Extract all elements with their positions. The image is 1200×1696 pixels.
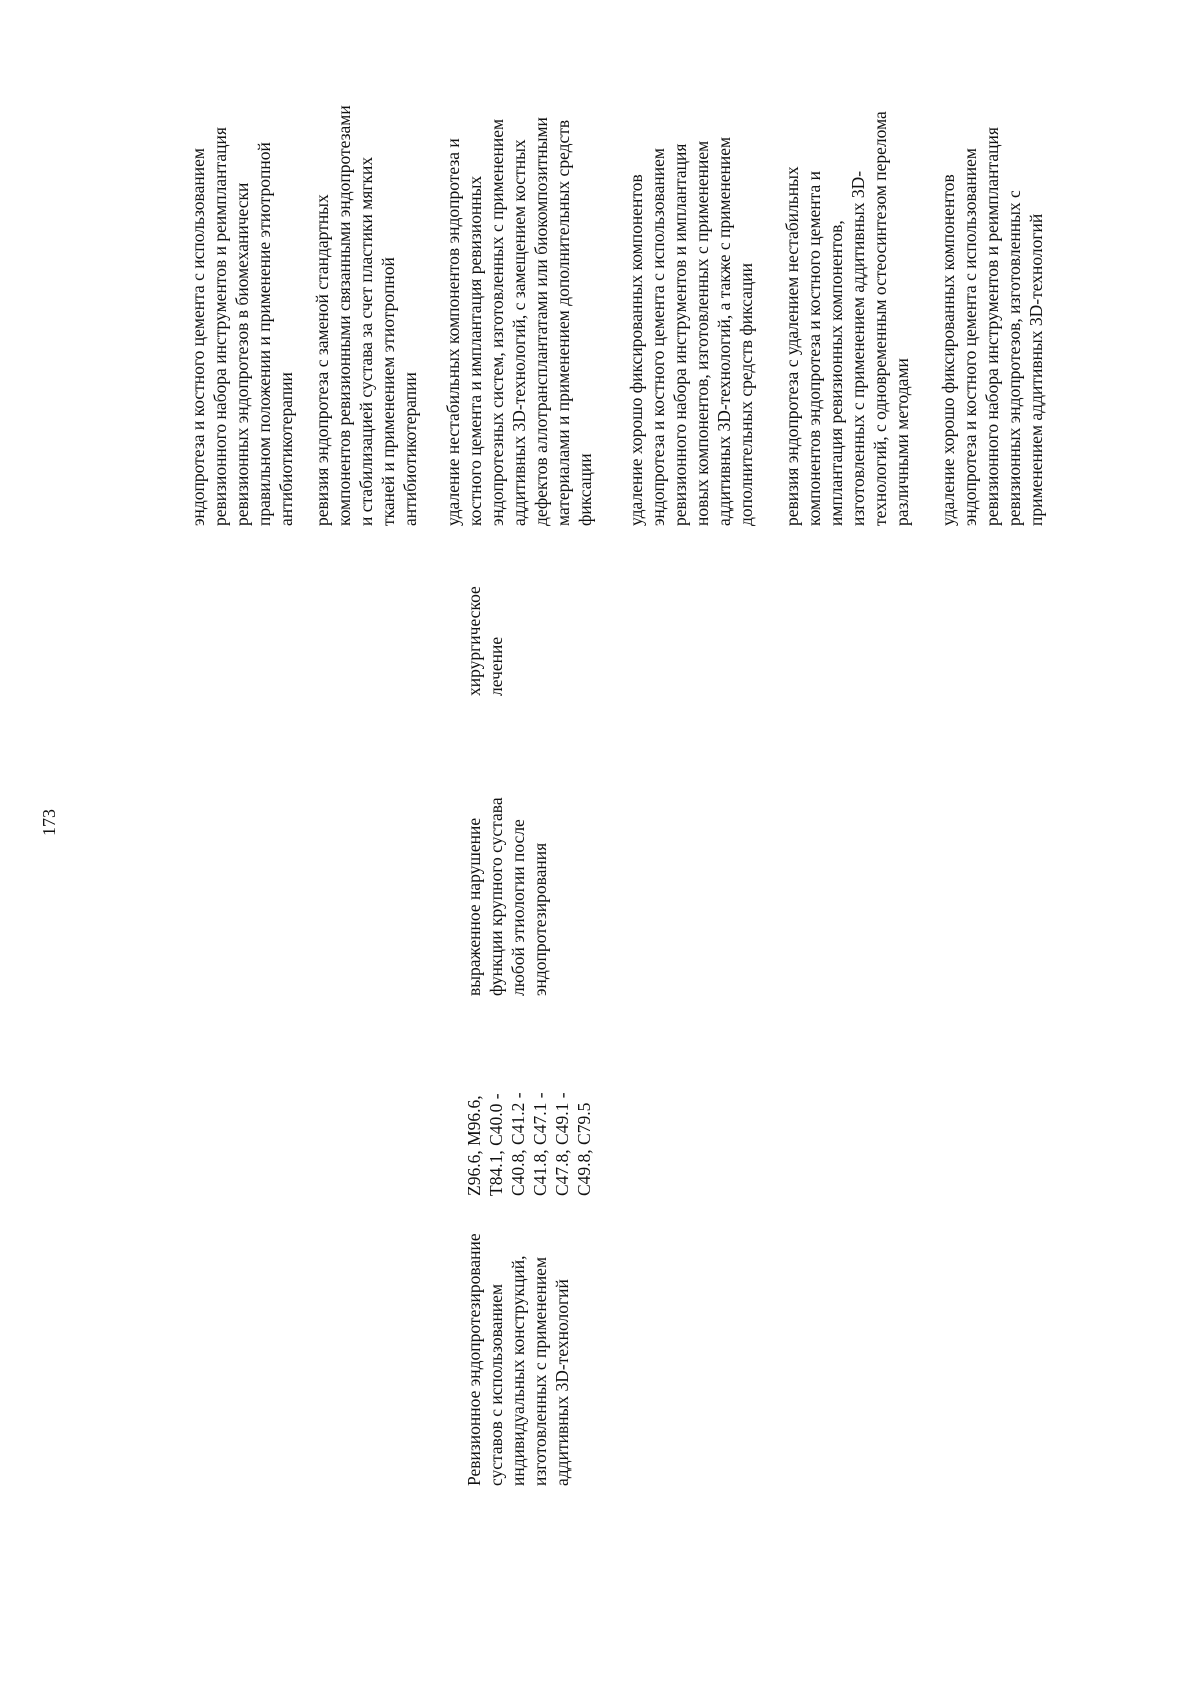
treatment-method-line: антибиотикотерапии (400, 372, 420, 526)
treatment-method-line: костного цемента и имплантация ревизионных (465, 175, 485, 526)
treatment-method-line: технологий, с одновременным остеосинтезом перелома (870, 111, 890, 526)
treatment-method-line: правильном положении и применение этиотропной (254, 142, 274, 526)
procedure-name-line: суставов с использованием (486, 1283, 506, 1486)
treatment-method-line: удаление нестабильных компонентов эндопротеза и (443, 138, 463, 526)
treatment-method-line: эндопротеза и костного цемента с использованием (188, 148, 208, 526)
diagnosis-codes-line: C47.8, C49.1 - (552, 1092, 572, 1196)
treatment-method-line: изготовленных с применением аддитивных 3D- (848, 170, 868, 526)
treatment-method-line: эндопротезных систем, изготовленных с применением (487, 118, 507, 526)
diagnosis-codes-cell (463, 1056, 595, 1196)
diagnosis-codes-line: C40.8, C41.2 - (508, 1092, 528, 1196)
treatment-type-cell (463, 546, 507, 696)
diagnosis-codes-line: C41.8, C47.1 - (530, 1092, 550, 1196)
procedure-name-line: Ревизионное эндопротезирование (464, 1233, 484, 1486)
treatment-method-line: аддитивных 3D-технологий, а также с применением (714, 136, 734, 526)
treatment-method-line: ревизионного набора инструментов и реимплантация (982, 127, 1002, 526)
treatment-method-line: ревизионных эндопротезов, изготовленных с (1004, 190, 1024, 526)
treatment-method-line: имплантация ревизионных компонентов, (826, 220, 846, 526)
treatment-method-line: дефектов аллотрансплантатами или биокомпозитными (531, 117, 551, 526)
treatment-method-line: различными методами (892, 358, 912, 526)
patient-condition-line: функции крупного сустава (486, 797, 506, 996)
treatment-method-line: эндопротеза и костного цемента с использованием (960, 148, 980, 526)
patient-condition-line: выраженное нарушение (464, 817, 484, 996)
procedure-name-line: индивидуальных конструкций, (508, 1255, 528, 1486)
treatment-type-line: хирургическое (464, 586, 484, 696)
treatment-type-line: лечение (486, 636, 506, 696)
treatment-method-line: материалами и применением дополнительных средств (553, 119, 573, 526)
procedure-name-line: аддитивных 3D-технологий (552, 1279, 572, 1486)
treatment-method-line: компонентов эндопротеза и костного цемента и (804, 170, 824, 526)
treatment-method-line: фиксации (575, 453, 595, 526)
treatment-method-line: удаление хорошо фиксированных компонентов (938, 174, 958, 526)
treatment-method-line: ревизия эндопротеза с заменой стандартных (312, 194, 332, 526)
treatment-method-line: применением аддитивных 3D-технологий (1026, 213, 1046, 526)
page-number: 173 (39, 809, 59, 836)
treatment-method-block (442, 26, 596, 526)
treatment-method-line: ревизионного набора инструментов и имплантация (670, 143, 690, 526)
treatment-method-block (311, 26, 421, 526)
treatment-method-line: ревизионного набора инструментов и реимплантация (210, 127, 230, 526)
procedure-name-line: изготовленных с применением (530, 1256, 550, 1486)
treatment-method-line: антибиотикотерапии (276, 372, 296, 526)
treatment-method-line: компонентов ревизионными связанными эндопротезами (334, 105, 354, 526)
treatment-method-block (625, 26, 757, 526)
patient-condition-cell (463, 776, 551, 996)
treatment-method-line: ревизионных эндопротезов в биомеханически (232, 182, 252, 526)
treatment-method-line: и стабилизацией сустава за счет пластики мягких (356, 156, 376, 526)
diagnosis-codes-line: T84.1, C40.0 - (486, 1093, 506, 1196)
treatment-method-line: ревизия эндопротеза с удалением нестабильных (782, 166, 802, 526)
treatment-method-line: тканей и применением этиотропной (378, 257, 398, 526)
treatment-method-block (937, 26, 1047, 526)
treatment-method-line: удаление хорошо фиксированных компонентов (626, 174, 646, 526)
diagnosis-codes-line: Z96.6, M96.6, (464, 1095, 484, 1196)
procedure-name-cell (463, 1233, 573, 1486)
treatment-method-line: новых компонентов, изготовленных с применением (692, 140, 712, 526)
patient-condition-line: любой этиологии после (508, 819, 528, 996)
treatment-method-block (781, 26, 913, 526)
treatment-method-block (187, 26, 297, 526)
diagnosis-codes-line: C49.8, C79.5 (574, 1102, 594, 1196)
treatment-method-line: дополнительных средств фиксации (736, 262, 756, 526)
treatment-method-line: аддитивных 3D-технологий, с замещением костных (509, 139, 529, 526)
patient-condition-line: эндопротезирования (530, 842, 550, 996)
treatment-method-line: эндопротеза и костного цемента с использованием (648, 148, 668, 526)
